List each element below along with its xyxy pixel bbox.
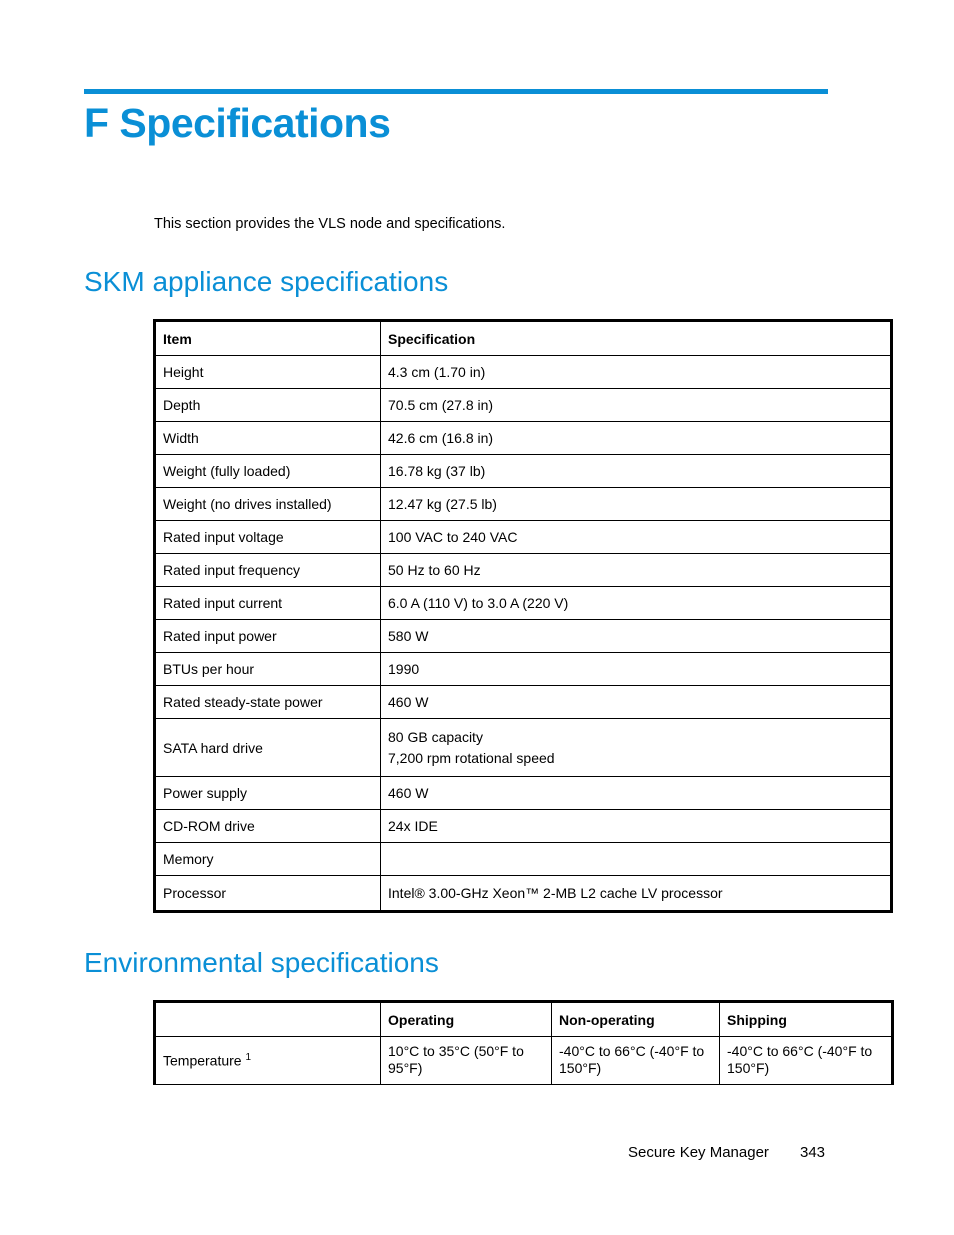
spec-value-line: 50 Hz to 60 Hz xyxy=(388,561,481,578)
table-row xyxy=(155,686,892,719)
spec-value-line: 24x IDE xyxy=(388,817,438,834)
chapter-rule xyxy=(84,89,828,94)
spec-value-cell xyxy=(381,876,892,912)
spec-value-cell xyxy=(381,810,892,843)
spec-item-cell: Weight (no drives installed) xyxy=(155,488,381,521)
spec-item-cell: Power supply xyxy=(155,777,381,810)
spec-item-cell: Rated input frequency xyxy=(155,554,381,587)
footer-title: Secure Key Manager xyxy=(628,1144,769,1161)
table-row xyxy=(155,810,892,843)
table-row xyxy=(155,488,892,521)
environmental-spec-table xyxy=(153,1000,894,1085)
page-number: 343 xyxy=(800,1144,826,1161)
spec-item-cell: Rated input current xyxy=(155,587,381,620)
spec-value-line: 6.0 A (110 V) to 3.0 A (220 V) xyxy=(388,594,569,611)
header-non-operating: Non-operating xyxy=(552,1002,720,1037)
spec-value-line: 70.5 cm (27.8 in) xyxy=(388,396,494,413)
spec-value-cell xyxy=(381,488,892,521)
env-item-cell xyxy=(155,1037,381,1085)
header-specification: Specification xyxy=(381,321,892,356)
spec-value-cell xyxy=(381,422,892,455)
spec-value-line: Intel® 3.00-GHz Xeon™ 2-MB L2 cache LV processor xyxy=(388,884,723,901)
spec-value-line: 42.6 cm (16.8 in) xyxy=(388,429,494,446)
table-row xyxy=(155,777,892,810)
spec-item-cell: CD-ROM drive xyxy=(155,810,381,843)
spec-value-line: 16.78 kg (37 lb) xyxy=(388,462,486,479)
table-row xyxy=(155,1037,893,1085)
env-non-operating-cell: -40°C to 66°C (-40°F to 150°F) xyxy=(552,1037,720,1085)
env-shipping-cell: -40°C to 66°C (-40°F to 150°F) xyxy=(720,1037,893,1085)
table-row xyxy=(155,620,892,653)
spec-value-line: 460 W xyxy=(388,693,429,710)
intro-text: This section provides the VLS node and specifications. xyxy=(154,216,506,232)
spec-value-cell xyxy=(381,686,892,719)
table-row xyxy=(155,554,892,587)
spec-item-cell: Weight (fully loaded) xyxy=(155,455,381,488)
table-row xyxy=(155,843,892,876)
spec-value-cell xyxy=(381,356,892,389)
skm-spec-table xyxy=(153,319,893,913)
spec-item-cell: Processor xyxy=(155,876,381,912)
spec-value-cell xyxy=(381,554,892,587)
table-row xyxy=(155,389,892,422)
table-header-row xyxy=(155,321,892,356)
spec-value-cell xyxy=(381,389,892,422)
table-row xyxy=(155,422,892,455)
spec-value-line: 100 VAC to 240 VAC xyxy=(388,528,518,545)
header-item: Item xyxy=(155,321,381,356)
footnote-marker: 1 xyxy=(245,1052,252,1064)
header-shipping: Shipping xyxy=(720,1002,893,1037)
spec-value-line: 4.3 cm (1.70 in) xyxy=(388,363,486,380)
spec-item-cell: Rated input power xyxy=(155,620,381,653)
spec-value-cell xyxy=(381,455,892,488)
spec-value-cell xyxy=(381,620,892,653)
spec-item-cell: Depth xyxy=(155,389,381,422)
spec-value-cell xyxy=(381,719,892,777)
spec-value-cell xyxy=(381,777,892,810)
header-operating: Operating xyxy=(381,1002,552,1037)
spec-value-line: 460 W xyxy=(388,784,429,801)
spec-item-cell: SATA hard drive xyxy=(155,719,381,777)
spec-value-line: 1990 xyxy=(388,660,420,677)
table-row xyxy=(155,356,892,389)
environmental-section-title: Environmental specifications xyxy=(84,947,439,978)
table-row xyxy=(155,719,892,777)
table-row xyxy=(155,876,892,912)
spec-value-line: 7,200 rpm rotational speed xyxy=(388,749,555,766)
table-row xyxy=(155,521,892,554)
env-item-label: Temperature xyxy=(163,1052,242,1069)
table-row xyxy=(155,653,892,686)
env-operating-cell: 10°C to 35°C (50°F to 95°F) xyxy=(381,1037,552,1085)
chapter-title: F Specifications xyxy=(84,100,391,146)
table-row xyxy=(155,587,892,620)
spec-item-cell: Width xyxy=(155,422,381,455)
spec-value-line: 80 GB capacity xyxy=(388,728,483,745)
spec-value-line: 12.47 kg (27.5 lb) xyxy=(388,495,497,512)
spec-item-cell: Rated steady-state power xyxy=(155,686,381,719)
spec-item-cell: Height xyxy=(155,356,381,389)
spec-value-cell xyxy=(381,843,892,876)
header-blank xyxy=(155,1002,381,1037)
skm-section-title: SKM appliance specifications xyxy=(84,266,449,297)
spec-item-cell: Rated input voltage xyxy=(155,521,381,554)
spec-value-line: 580 W xyxy=(388,627,429,644)
spec-item-cell: Memory xyxy=(155,843,381,876)
table-header-row xyxy=(155,1002,893,1037)
spec-item-cell: BTUs per hour xyxy=(155,653,381,686)
spec-value-cell xyxy=(381,587,892,620)
table-row xyxy=(155,455,892,488)
spec-value-cell xyxy=(381,521,892,554)
spec-value-cell xyxy=(381,653,892,686)
